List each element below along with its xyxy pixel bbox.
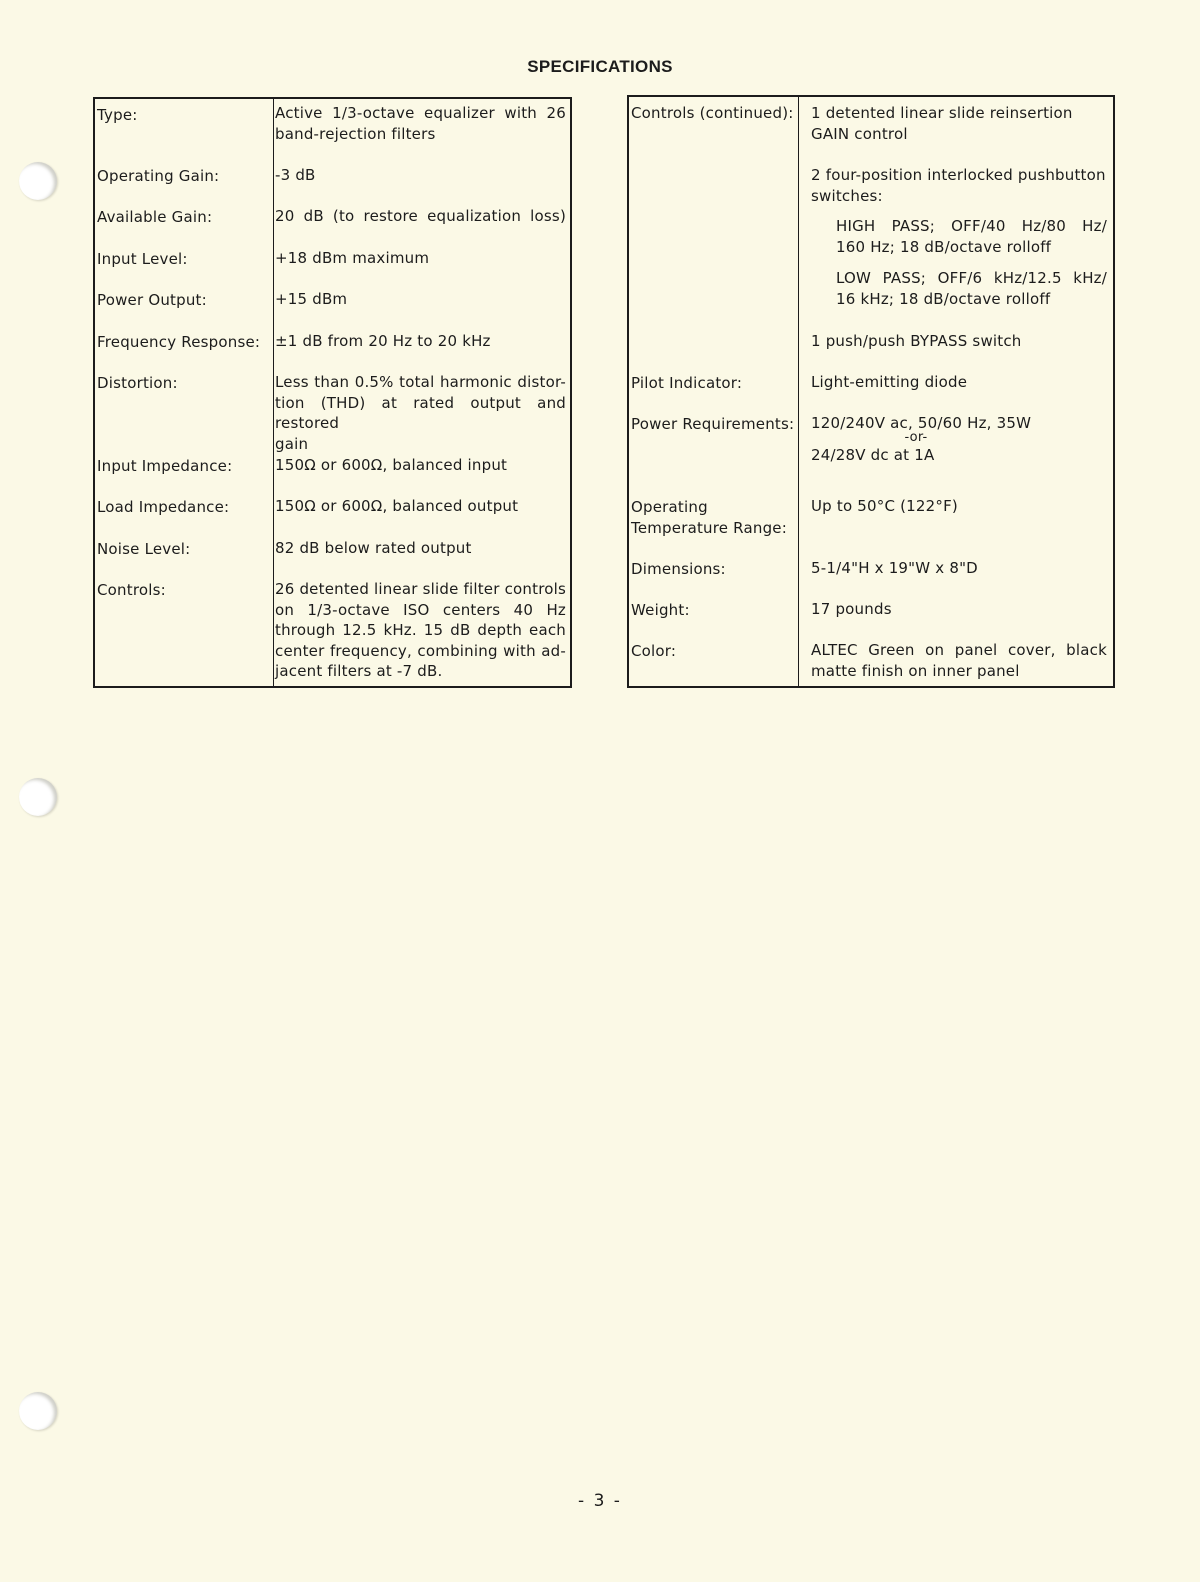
power-output-value: +15 dBm <box>275 290 348 308</box>
dimensions-label: Dimensions: <box>631 560 726 578</box>
operating-gain-label: Operating Gain: <box>97 167 220 185</box>
frequency-response-label: Frequency Response: <box>97 333 261 351</box>
punch-hole-bottom <box>19 1392 57 1430</box>
available-gain-value: 20 dB (to restore equalization loss) <box>275 207 566 225</box>
column-divider <box>273 99 274 686</box>
pilot-indicator-value: Light-emitting diode <box>811 373 968 391</box>
bypass-switch-value: 1 push/push BYPASS switch <box>811 332 1022 350</box>
gain-control-value: 1 detented linear slide reinsertion GAIN control <box>811 104 1073 143</box>
dimensions-value: 5-1/4"H x 19"W x 8"D <box>811 559 978 577</box>
frequency-response-value: ±1 dB from 20 Hz to 20 kHz <box>275 332 491 350</box>
low-pass-value: LOW PASS; OFF/6 kHz/12.5 kHz/ 16 kHz; 18 dB/octave rolloff <box>836 269 1107 308</box>
controls-value: 26 detented linear slide filter controls on 1/3-octave ISO centers 40 Hz through 12.5 kHz. 15 dB depth each center frequency, combining with ad- jacent filters at -7 dB. <box>275 580 566 680</box>
operating-temperature-value: Up to 50°C (122°F) <box>811 497 958 515</box>
weight-label: Weight: <box>631 601 690 619</box>
distortion-label: Distortion: <box>97 374 178 392</box>
type-label: Type: <box>97 106 138 124</box>
noise-level-value: 82 dB below rated output <box>275 539 472 557</box>
noise-level-label: Noise Level: <box>97 540 191 558</box>
color-value: ALTEC Green on panel cover, black matte finish on inner panel <box>811 641 1107 680</box>
weight-value: 17 pounds <box>811 600 892 618</box>
page-title: SPECIFICATIONS <box>527 57 673 76</box>
input-level-label: Input Level: <box>97 250 188 268</box>
spec-table-right <box>627 95 1115 688</box>
distortion-value: Less than 0.5% total harmonic distor- tion (THD) at rated output and restored gain <box>275 373 566 453</box>
load-impedance-label: Load Impedance: <box>97 498 230 516</box>
controls-continued-label: Controls (continued): <box>631 104 794 122</box>
load-impedance-value: 150Ω or 600Ω, balanced output <box>275 497 519 515</box>
input-impedance-value: 150Ω or 600Ω, balanced input <box>275 456 508 474</box>
available-gain-label: Available Gain: <box>97 208 213 226</box>
operating-gain-value: -3 dB <box>275 166 316 184</box>
pilot-indicator-label: Pilot Indicator: <box>631 374 743 392</box>
power-requirements-label: Power Requirements: <box>631 415 795 433</box>
spec-table-left <box>93 97 572 688</box>
input-impedance-label: Input Impedance: <box>97 457 233 475</box>
power-requirements-value: 120/240V ac, 50/60 Hz, 35W -or- 24/28V dc at 1A <box>811 414 1032 464</box>
operating-temperature-label: Operating Temperature Range: <box>631 498 787 537</box>
input-level-value: +18 dBm maximum <box>275 249 430 267</box>
punch-hole-middle <box>19 778 57 816</box>
color-label: Color: <box>631 642 677 660</box>
high-pass-value: HIGH PASS; OFF/40 Hz/80 Hz/ 160 Hz; 18 dB/octave rolloff <box>836 217 1107 256</box>
type-value: Active 1/3-octave equalizer with 26 band-rejection filters <box>275 104 566 143</box>
controls-label: Controls: <box>97 581 166 599</box>
page-number: - 3 - <box>578 1491 622 1511</box>
punch-hole-top <box>19 162 57 200</box>
pushbutton-switches-value: 2 four-position interlocked pushbutton switches: <box>811 166 1106 205</box>
power-output-label: Power Output: <box>97 291 207 309</box>
